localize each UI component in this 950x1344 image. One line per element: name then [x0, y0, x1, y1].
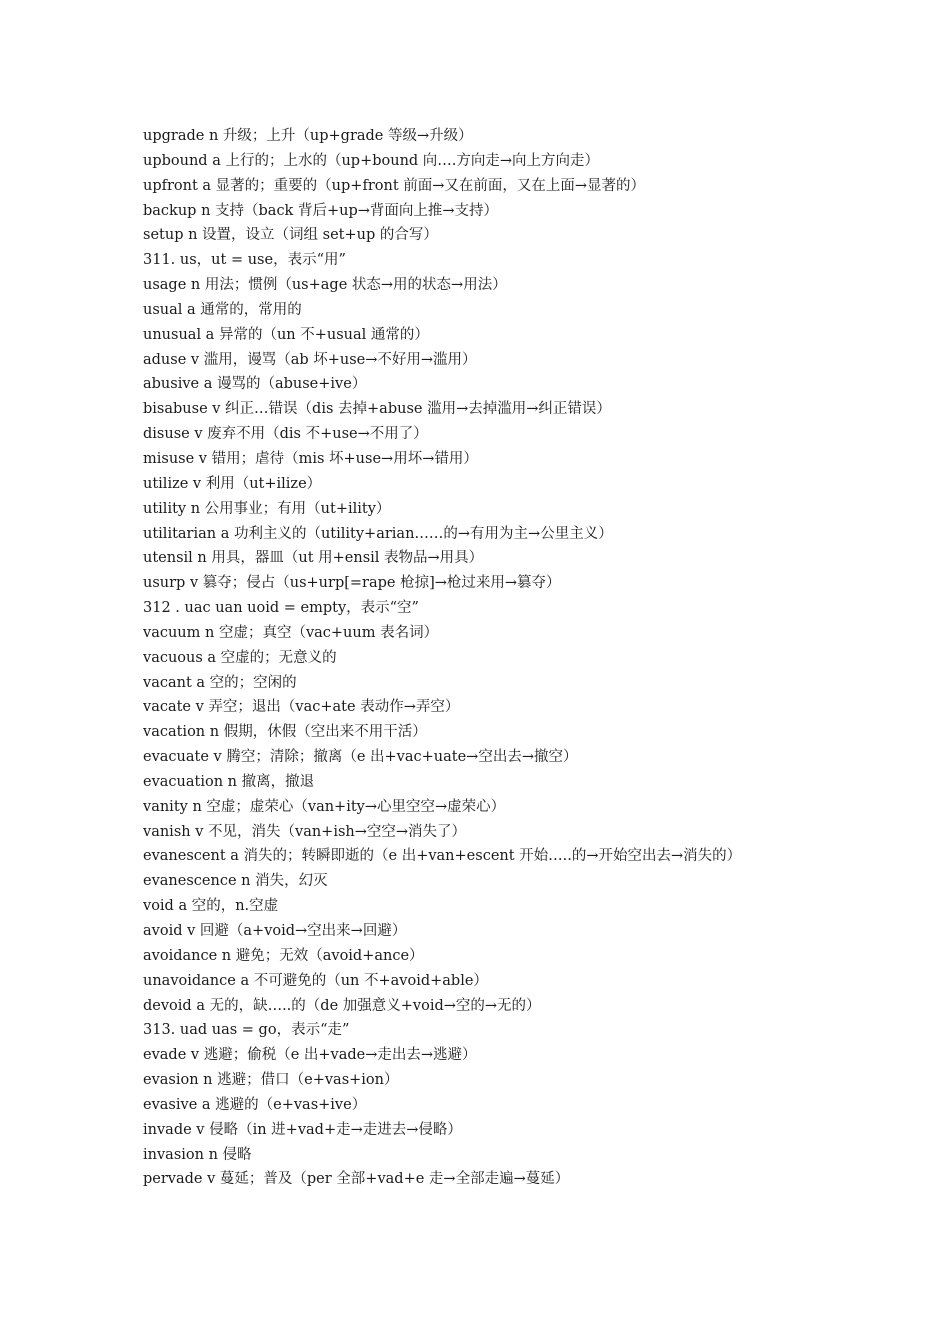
entry-upfront: upfront a 显著的；重要的（up+front 前面→又在前面，又在上面→显著的） — [143, 177, 646, 194]
entry-abusive: abusive a 谩骂的（abuse+ive） — [143, 376, 367, 393]
entry-disuse: disuse v 废弃不用（dis 不+use→不用了） — [143, 426, 428, 443]
entry-evasive: evasive a 逃避的（e+vas+ive） — [143, 1096, 367, 1113]
entry-avoidance: avoidance n 避免；无效（avoid+ance） — [143, 947, 424, 964]
entry-evanescent: evanescent a 消失的；转瞬即逝的（e 出+van+escent 开始…..的→开始空出去→消失的） — [143, 848, 742, 865]
entry-invade: invade v 侵略（in 进+vad+走→走进去→侵略） — [143, 1121, 462, 1138]
section-heading-311: 311. us，ut = use，表示“用” — [143, 252, 346, 269]
entry-avoid: avoid v 回避（a+void→空出来→回避） — [143, 923, 407, 939]
entry-utilitarian: utilitarian a 功利主义的（utility+arian……的→有用为主→公里主义） — [143, 525, 613, 542]
entry-misuse: misuse v 错用；虐待（mis 坏+use→用坏→错用） — [143, 450, 478, 467]
entry-vacant: vacant a 空的；空闲的 — [143, 674, 297, 691]
entry-devoid: devoid a 无的，缺…..的（de 加强意义+void→空的→无的） — [143, 997, 541, 1014]
entry-utilize: utilize v 利用（ut+ilize） — [143, 475, 322, 492]
entry-vacuous: vacuous a 空虚的；无意义的 — [143, 649, 337, 666]
entry-evasion: evasion n 逃避；借口（e+vas+ion） — [143, 1072, 399, 1089]
entry-utensil: utensil n 用具，器皿（ut 用+ensil 表物品→用具） — [143, 550, 484, 567]
entry-unusual: unusual a 异常的（un 不+usual 通常的） — [143, 326, 429, 343]
entry-usage: usage n 用法；惯例（us+age 状态→用的状态→用法） — [143, 277, 507, 294]
entry-invasion: invasion n 侵略 — [143, 1146, 252, 1163]
entry-vacuum: vacuum n 空虚；真空（vac+uum 表名词） — [143, 624, 439, 641]
document-page — [143, 124, 823, 1192]
section-heading-313: 313. uad uas = go，表示“走” — [143, 1022, 350, 1039]
entry-evacuation: evacuation n 撤离，撤退 — [143, 773, 315, 790]
entry-setup: setup n 设置，设立（词组 set+up 的合写） — [143, 227, 438, 244]
entry-evanescence: evanescence n 消失，幻灭 — [143, 873, 328, 890]
entry-upgrade: upgrade n 升级；上升（up+grade 等级→升级） — [143, 128, 473, 144]
entry-bisabuse: bisabuse v 纠正…错误（dis 去掉+abuse 滥用→去掉滥用→纠正错误） — [143, 401, 611, 418]
entry-vanish: vanish v 不见，消失（van+ish→空空→消失了） — [143, 823, 467, 840]
entry-unavoidance: unavoidance a 不可避免的（un 不+avoid+able） — [143, 972, 488, 989]
entry-evacuate: evacuate v 腾空；清除；撤离（e 出+vac+uate→空出去→撤空） — [143, 749, 578, 766]
entry-aduse: aduse v 滥用，谩骂（ab 坏+use→不好用→滥用） — [143, 351, 477, 368]
entry-usurp: usurp v 篡夺；侵占（us+urp[=rape 枪掠]→枪过来用→篡夺） — [143, 575, 561, 592]
entry-vacate: vacate v 弄空；退出（vac+ate 表动作→弄空） — [143, 699, 460, 716]
entry-evade: evade v 逃避；偷税（e 出+vade→走出去→逃避） — [143, 1047, 477, 1064]
entry-usual: usual a 通常的，常用的 — [143, 301, 302, 318]
entry-void: void a 空的，n.空虚 — [143, 898, 279, 915]
section-heading-312: 312 . uac uan uoid = empty，表示“空” — [143, 600, 419, 617]
entry-pervade: pervade v 蔓延；普及（per 全部+vad+e 走→全部走遍→蔓延） — [143, 1171, 570, 1188]
entry-vacation: vacation n 假期，休假（空出来不用干活） — [143, 724, 427, 741]
entry-upbound: upbound a 上行的；上水的（up+bound 向….方向走→向上方向走） — [143, 152, 600, 169]
entry-vanity: vanity n 空虚；虚荣心（van+ity→心里空空→虚荣心） — [143, 798, 506, 815]
entry-backup: backup n 支持（back 背后+up→背面向上推→支持） — [143, 202, 499, 219]
entry-utility: utility n 公用事业；有用（ut+ility） — [143, 500, 391, 517]
